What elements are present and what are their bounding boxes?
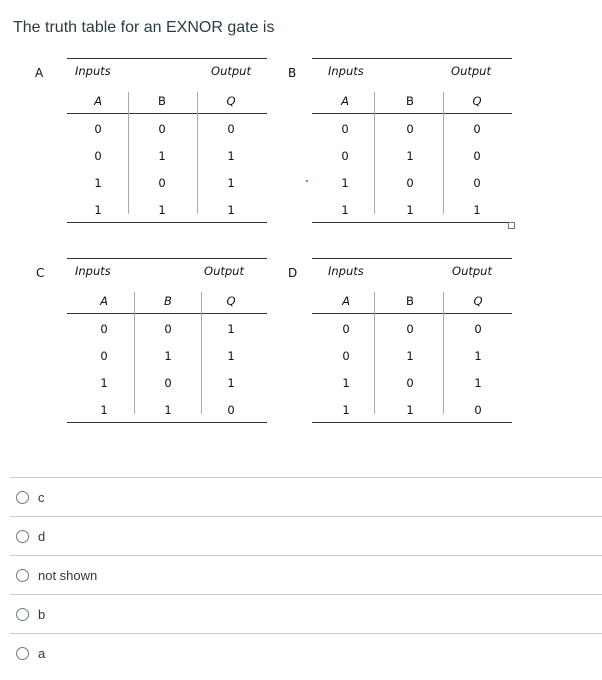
stray-mark <box>306 180 308 182</box>
cell-b: 0 <box>406 176 414 190</box>
output-header: Output <box>452 264 492 278</box>
radio-button[interactable] <box>16 491 29 504</box>
cell-a: 1 <box>100 403 108 417</box>
cell-b: 0 <box>406 122 414 136</box>
cell-b: 1 <box>406 349 414 363</box>
inputs-header: Inputs <box>75 264 111 278</box>
column-header-a: A <box>94 94 102 108</box>
cell-a: 1 <box>342 403 350 417</box>
radio-button[interactable] <box>16 608 29 621</box>
cell-a: 0 <box>100 322 108 336</box>
inputs-header: Inputs <box>328 64 364 78</box>
cell-b: 0 <box>164 376 172 390</box>
cell-b: 1 <box>406 403 414 417</box>
cell-a: 0 <box>341 122 349 136</box>
answer-label: a <box>38 645 46 661</box>
cell-b: 1 <box>164 403 172 417</box>
column-header-b: B <box>406 294 414 308</box>
cell-q: 0 <box>473 176 481 190</box>
answer-label: not shown <box>38 567 98 583</box>
column-header-b: B <box>406 94 414 108</box>
answer-option-b[interactable] <box>10 594 602 633</box>
column-divider <box>201 292 202 414</box>
cell-a: 0 <box>341 149 349 163</box>
answer-option-a[interactable] <box>10 633 602 672</box>
output-header: Output <box>451 64 491 78</box>
cell-b: 0 <box>158 122 166 136</box>
cell-q: 0 <box>473 122 481 136</box>
column-header-b: B <box>164 294 172 308</box>
cell-q: 1 <box>227 322 235 336</box>
column-divider <box>374 92 375 214</box>
radio-button[interactable] <box>16 530 29 543</box>
cell-q: 0 <box>227 122 235 136</box>
table-bottom-rule <box>312 222 512 223</box>
cell-q: 1 <box>227 203 235 217</box>
cell-q: 0 <box>227 403 235 417</box>
column-divider <box>134 292 135 414</box>
column-divider <box>443 92 444 214</box>
column-header-q: Q <box>226 294 236 308</box>
cell-q: 1 <box>227 149 235 163</box>
table-top-rule <box>312 258 512 259</box>
output-header: Output <box>211 64 251 78</box>
radio-button[interactable] <box>16 569 29 582</box>
cell-a: 1 <box>100 376 108 390</box>
cell-q: 1 <box>474 376 482 390</box>
cell-a: 0 <box>100 349 108 363</box>
column-divider <box>443 292 444 414</box>
answer-option-c[interactable] <box>10 477 602 516</box>
cell-b: 1 <box>406 149 414 163</box>
cell-b: 0 <box>406 322 414 336</box>
column-header-b: B <box>158 94 166 108</box>
cell-b: 1 <box>164 349 172 363</box>
column-divider <box>128 92 129 214</box>
cell-a: 0 <box>94 122 102 136</box>
inputs-header: Inputs <box>328 264 364 278</box>
table-top-rule <box>67 258 267 259</box>
cell-a: 1 <box>94 176 102 190</box>
output-header: Output <box>204 264 244 278</box>
cell-b: 1 <box>406 203 414 217</box>
table-top-rule <box>312 58 512 59</box>
table-label-c: C <box>36 266 45 280</box>
cell-a: 0 <box>342 349 350 363</box>
answer-label: d <box>38 528 46 544</box>
cell-q: 1 <box>473 203 481 217</box>
cell-q: 0 <box>474 322 482 336</box>
cell-a: 1 <box>341 203 349 217</box>
table-label-b: B <box>288 66 297 80</box>
image-resize-handle[interactable] <box>508 222 515 229</box>
answer-option-not-shown[interactable] <box>10 555 602 594</box>
column-header-a: A <box>341 94 349 108</box>
table-label-a: A <box>35 66 44 80</box>
header-rule <box>67 313 267 314</box>
column-header-q: Q <box>226 94 236 108</box>
cell-q: 1 <box>227 376 235 390</box>
table-bottom-rule <box>67 222 267 223</box>
cell-a: 1 <box>342 376 350 390</box>
cell-q: 1 <box>227 176 235 190</box>
cell-a: 0 <box>94 149 102 163</box>
table-bottom-rule <box>67 422 267 423</box>
cell-q: 1 <box>227 349 235 363</box>
column-divider <box>197 92 198 214</box>
radio-button[interactable] <box>16 647 29 660</box>
header-rule <box>312 113 512 114</box>
cell-a: 0 <box>342 322 350 336</box>
cell-b: 1 <box>158 149 166 163</box>
column-divider <box>374 292 375 414</box>
inputs-header: Inputs <box>75 64 111 78</box>
question-text: The truth table for an EXNOR gate is <box>13 19 275 36</box>
cell-b: 1 <box>158 203 166 217</box>
cell-b: 0 <box>406 376 414 390</box>
cell-q: 1 <box>474 349 482 363</box>
table-top-rule <box>67 58 267 59</box>
answer-label: c <box>38 489 45 505</box>
header-rule <box>312 313 512 314</box>
cell-b: 0 <box>164 322 172 336</box>
answer-label: b <box>38 606 46 622</box>
answer-options <box>10 477 602 672</box>
table-bottom-rule <box>312 422 512 423</box>
column-header-a: A <box>100 294 108 308</box>
table-label-d: D <box>288 266 298 280</box>
header-rule <box>67 113 267 114</box>
column-header-q: Q <box>473 294 483 308</box>
cell-a: 1 <box>94 203 102 217</box>
cell-q: 0 <box>474 403 482 417</box>
column-header-a: A <box>342 294 350 308</box>
cell-a: 1 <box>341 176 349 190</box>
answer-option-d[interactable] <box>10 516 602 555</box>
cell-q: 0 <box>473 149 481 163</box>
column-header-q: Q <box>472 94 482 108</box>
cell-b: 0 <box>158 176 166 190</box>
